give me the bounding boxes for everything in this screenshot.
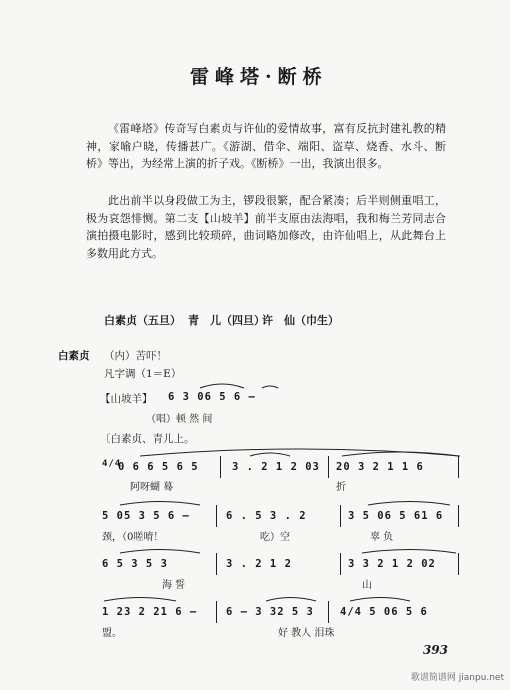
- watermark: 歌谱简谱网 jianpu.net: [410, 673, 504, 683]
- row2-bar1: 5 05 3 5 6 –: [102, 510, 190, 522]
- row4-lyric1: 盟。: [102, 628, 122, 639]
- cast-member-1: 白素贞（五旦）: [104, 314, 181, 327]
- row3-bar3: 3 3 2 1 2 02: [348, 558, 436, 570]
- row4-lyric2: 好 教人 泪珠: [278, 628, 335, 639]
- stage-direction: 〔白素贞、青儿上。: [100, 433, 195, 445]
- row4-bar2: 6 – 3 32 5 3: [226, 606, 314, 618]
- row4-bar3: 4/4 5 06 5 6: [340, 606, 428, 618]
- row3-lyric1: 海 誓: [162, 580, 186, 591]
- row2-lyric3: 辜 负: [370, 532, 394, 543]
- tune-name: 【山坡羊】: [100, 393, 153, 405]
- row3-bar1: 6 5 3 5 3: [102, 558, 168, 570]
- row1-lyric3: 折: [336, 482, 346, 493]
- row2-bar3: 3 5 06 5 61 6: [348, 510, 444, 522]
- row3-bar2: 3 . 2 1 2: [226, 558, 292, 570]
- page-title: 雷峰塔·断桥: [190, 66, 328, 88]
- intro-lyric: （唱）顿 然 间: [146, 414, 213, 425]
- speaker-label: 白素贞: [58, 350, 90, 362]
- row1-bar2: 3 . 2 1 2 03: [232, 461, 320, 473]
- intro-paragraph-2: 此出前半以身段做工为主，锣段很繁，配合紧凑；后半则侧重唱工，极为哀怨悱恻。第二支【山坡羊】前半支原由法海唱，我和梅兰芳同志合演拍摄电影时，感到比较琐碎，曲词略加修改，由许仙唱上，从此舞台上多数用此方式。: [86, 194, 446, 260]
- row1-lyric1: 阿呀蝴 蓦: [130, 482, 174, 493]
- row4-bar1: 1 23 2 21 6 –: [102, 606, 198, 618]
- row2-lyric2: 吃）空: [260, 532, 290, 543]
- cast-member-3: 许 仙（巾生）: [262, 314, 339, 327]
- spoken-line: （内）苦吓！: [104, 350, 167, 362]
- intro-notes: 6 3 06 5 6 –: [168, 391, 256, 403]
- row2-bar2: 6 . 5 3 . 2: [226, 510, 307, 522]
- row2-lyric1: 颈，（0嗟唷！: [102, 532, 164, 543]
- row1-bar1: 0 6 6 5 6 5: [118, 461, 199, 473]
- row1-bar3: 20 3 2 1 1 6: [336, 461, 424, 473]
- row3-lyric3: 山: [362, 580, 372, 591]
- cast-member-2: 青 儿（四旦）: [188, 314, 265, 327]
- page-number: 393: [422, 643, 448, 657]
- key-signature: 凡字调（1＝E）: [104, 368, 182, 380]
- time-signature: 4/4: [102, 459, 122, 469]
- intro-paragraph-1: 《雷峰塔》传奇写白素贞与许仙的爱情故事，富有反抗封建礼教的精神，家喻户晓，传播甚广。《游湖、借伞、端阳、盗草、烧香、水斗、断桥》等出，为经常上演的折子戏。《断桥》一出，我演出很多。: [86, 122, 446, 170]
